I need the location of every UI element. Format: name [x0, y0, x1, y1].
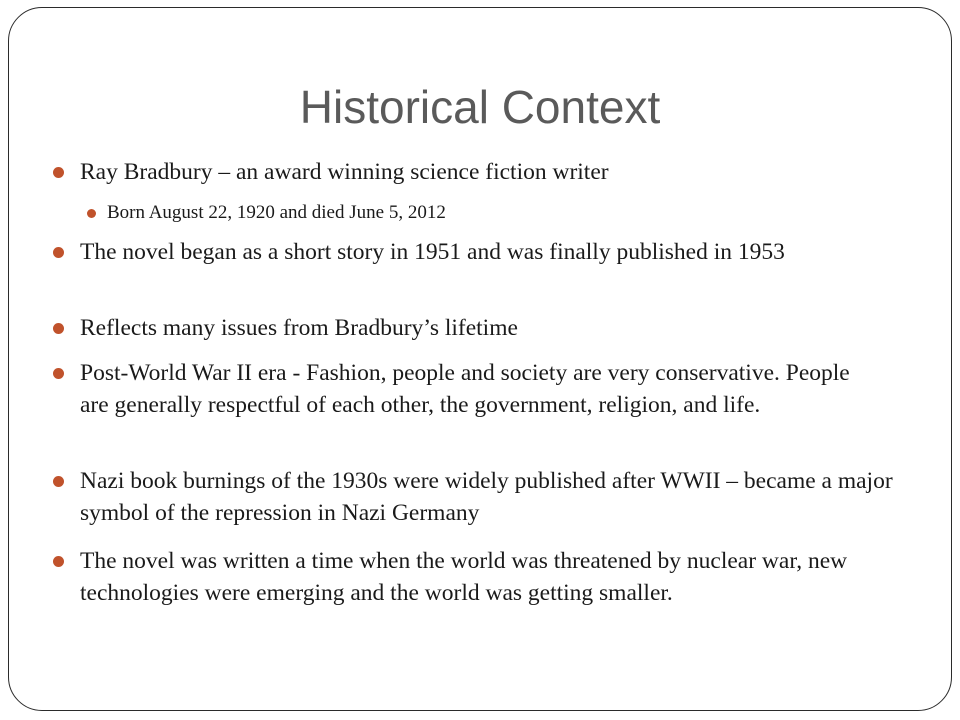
bullet-item-1: Ray Bradbury – an award winning science fiction writer — [80, 159, 609, 185]
sub-bullet-icon — [87, 209, 96, 218]
bullet-item-6: The novel was written a time when the world was threatened by nuclear war, new technologies were emerging and the world was getting smaller. — [80, 548, 848, 606]
slide-title: Historical Context — [299, 81, 661, 133]
bullet-item-4: Post-World War II era - Fashion, people and society are very conservative. People are generally respectful of each other, the government, religion, and life. — [80, 360, 850, 418]
bullet-item-3: Reflects many issues from Bradbury’s lifetime — [80, 315, 518, 341]
bullet-item-2: The novel began as a short story in 1951 and was finally published in 1953 — [80, 239, 785, 265]
bullet-icon — [53, 476, 64, 487]
bullet-icon — [53, 167, 64, 178]
bullet-icon — [53, 368, 64, 379]
bullet-icon — [53, 247, 64, 258]
sub-bullet-item-1: Born August 22, 1920 and died June 5, 2012 — [107, 202, 446, 223]
bullet-icon — [53, 556, 64, 567]
bullet-item-5: Nazi book burnings of the 1930s were widely published after WWII – became a major symbol of the repression in Nazi Germany — [80, 468, 893, 526]
bullet-icon — [53, 323, 64, 334]
